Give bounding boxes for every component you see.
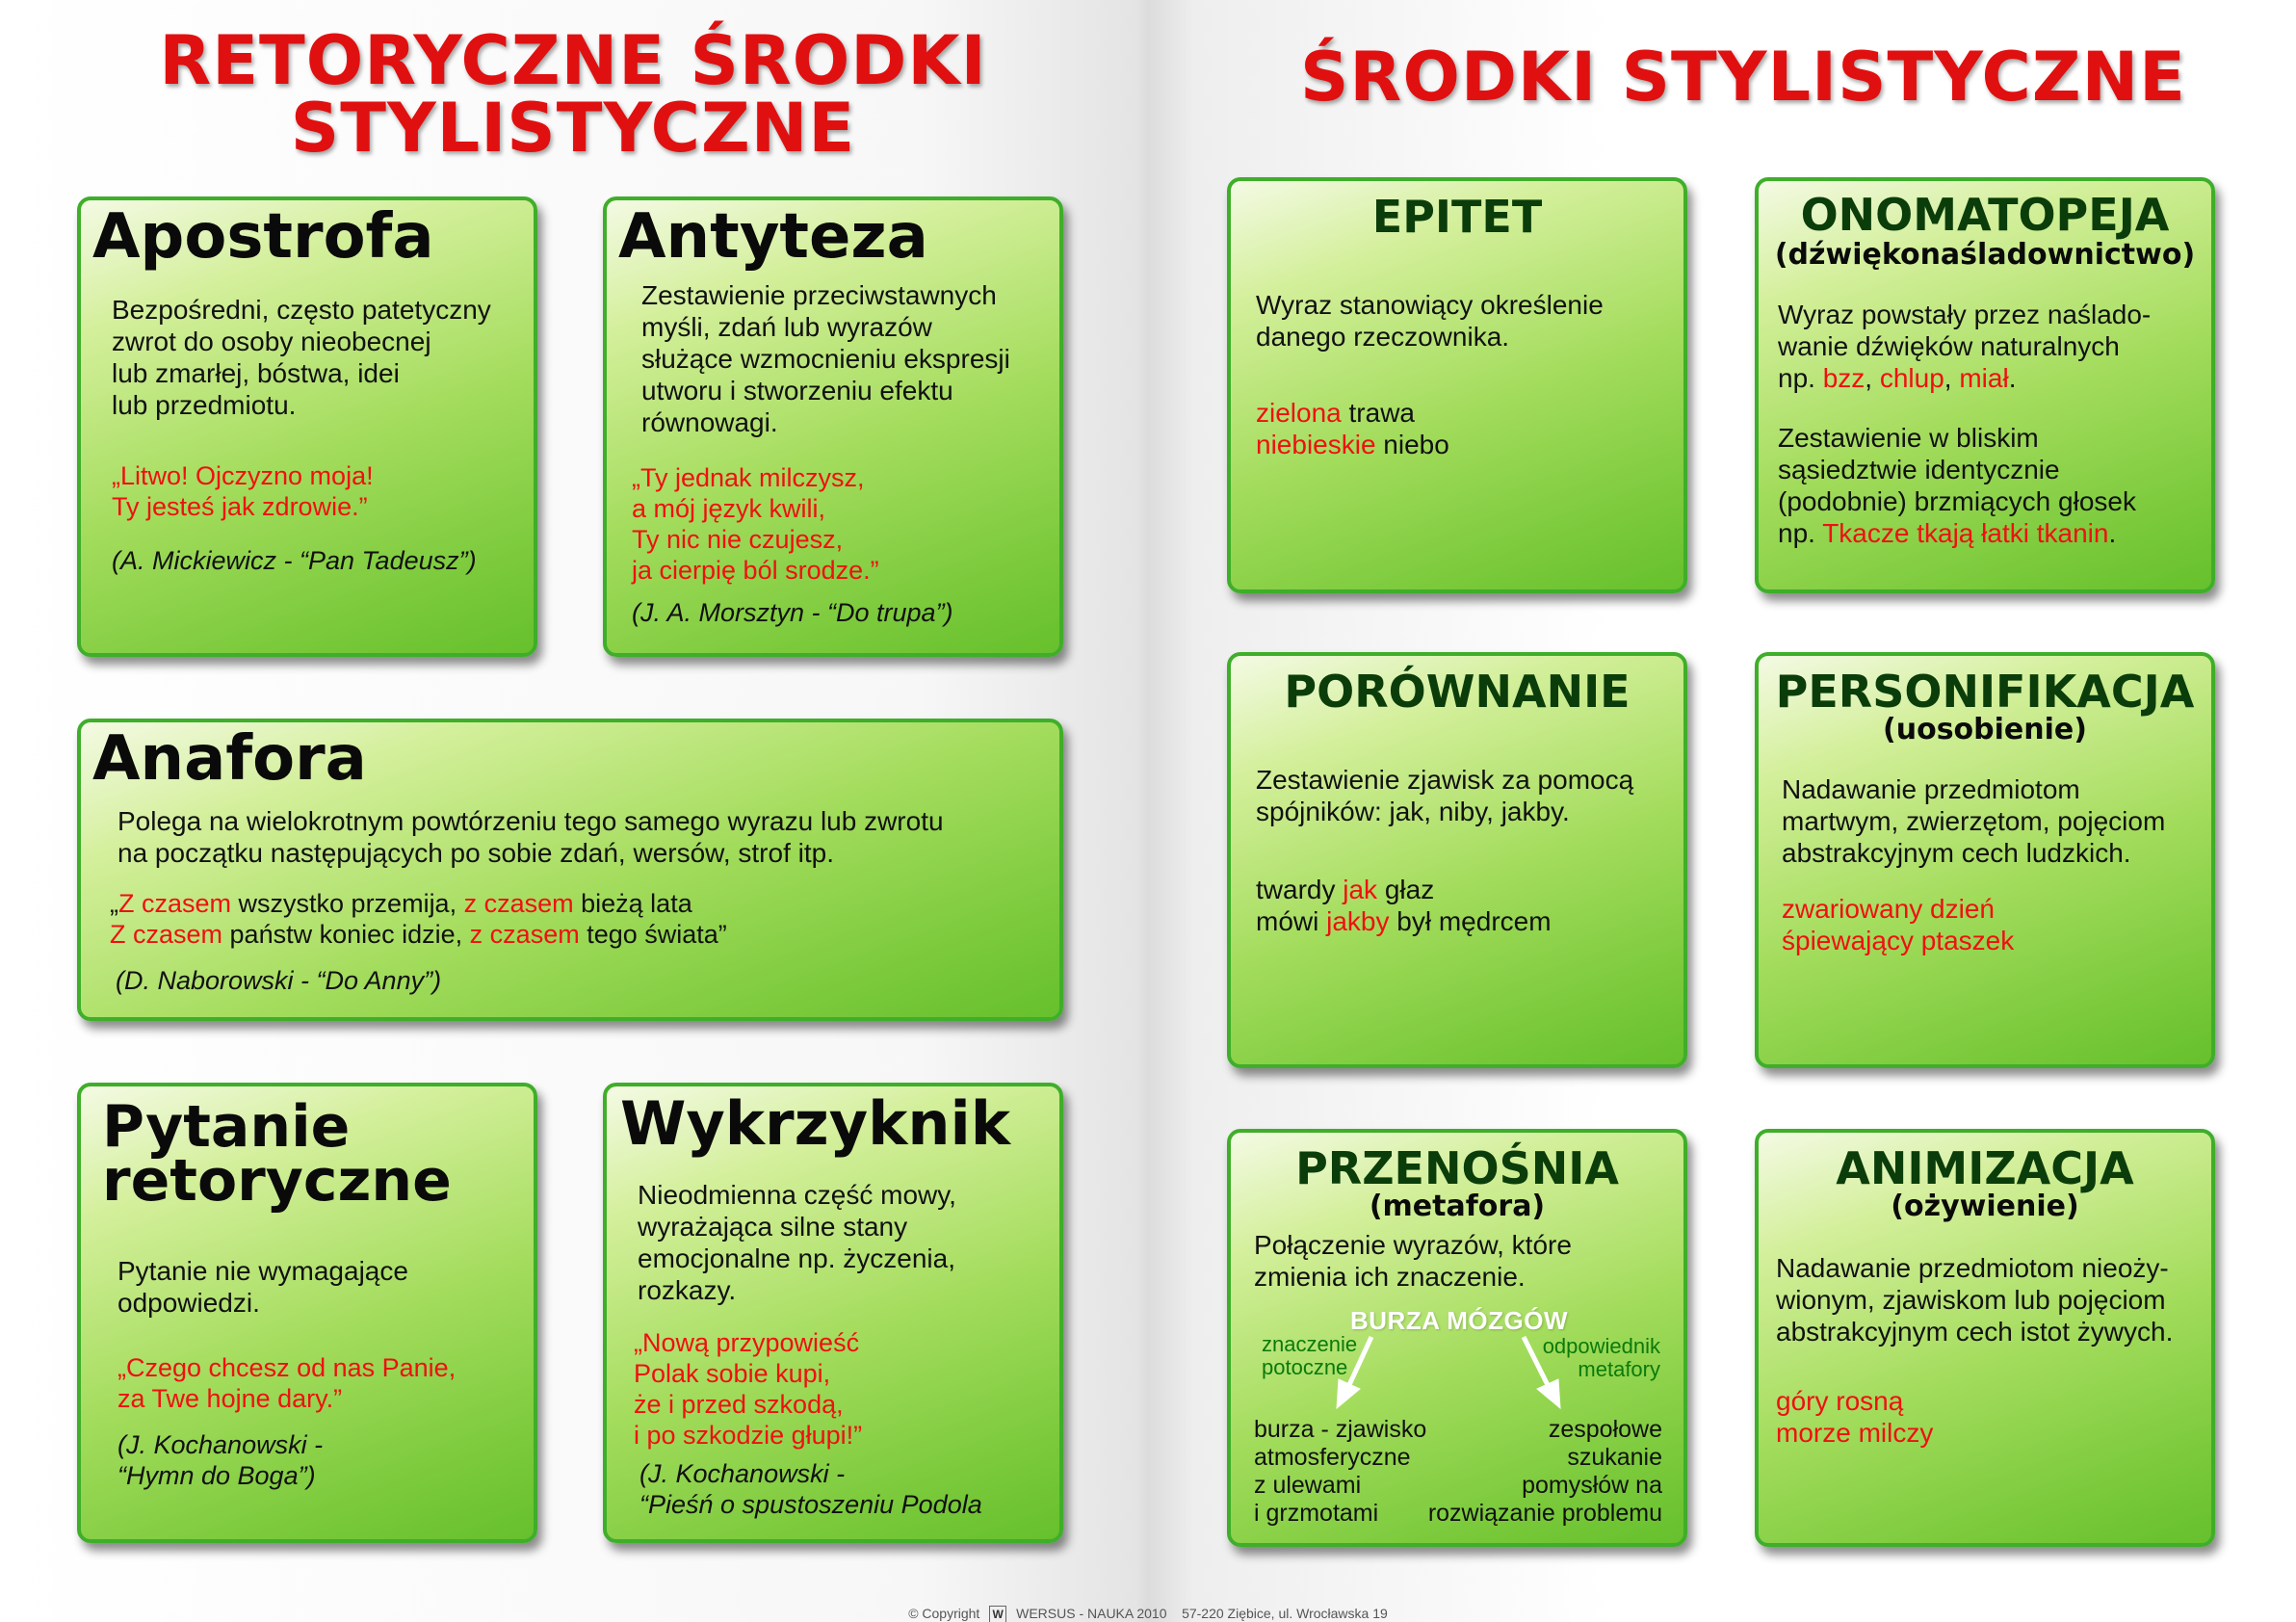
card-przenosnia [1227, 1129, 1687, 1547]
card-personifikacja [1755, 652, 2215, 1068]
footer-copyright: © Copyright [908, 1606, 980, 1621]
label-metaphor-equivalent: odpowiednik metafory [1542, 1334, 1660, 1381]
example-quote: „Litwo! Ojczyzno moja! Ty jesteś jak zdrowie.” [112, 461, 374, 521]
card-apostrofa [77, 196, 537, 657]
definition-text: Nadawanie przedmiotom nieoży- wionym, zjawiskom lub pojęciom abstrakcyjnym cech istot żywych. [1776, 1253, 2174, 1347]
card-title: Wykrzyknik [620, 1088, 1010, 1159]
card-title: Anafora [92, 723, 367, 795]
example-line-2: np. Tkacze tkają łatki tkanin. [1778, 518, 2117, 548]
definition-text: Wyraz powstały przez naślado- wanie dźwięków naturalnych np. bzz, chlup, miał. [1778, 300, 2152, 393]
card-subtitle: (ożywienie) [1891, 1190, 2079, 1223]
quote-author: (A. Mickiewicz - “Pan Tadeusz”) [112, 546, 477, 575]
brainstorm-heading: BURZA MÓZGÓW [1350, 1306, 1568, 1335]
definition-text: Nadawanie przedmiotom martwym, zwierzętom, pojęciom abstrakcyjnym cech ludzkich. [1782, 774, 2166, 868]
quote-author: (J. Kochanowski - “Hymn do Boga”) [117, 1430, 324, 1490]
card-title: Pytanie retoryczne [102, 1093, 452, 1215]
example-quote: „Ty jednak milczysz, a mój język kwili, Ty nic nie czujesz, ja cierpię ból srodze.” [632, 463, 879, 585]
example-quote: „Nową przypowieść Polak sobie kupi, że i przed szkodą, i po szkodzie głupi!” [634, 1328, 863, 1450]
definition-text: Polega na wielokrotnym powtórzeniu tego samego wyrazu lub zwrotu na początku następujących po sobie zdań, wersów, strof itp. [117, 806, 944, 868]
definition-text: Wyraz stanowiący określenie danego rzeczownika. [1256, 290, 1604, 352]
card-porownanie [1227, 652, 1687, 1068]
card-pytanie-retoryczne [77, 1083, 537, 1543]
card-antyteza [603, 196, 1063, 657]
left-main-title [116, 21, 1031, 168]
wersus-logo-icon: W [989, 1606, 1006, 1622]
card-title: ONOMATOPEJA [1800, 189, 2170, 241]
definition-text: Bezpośredni, często patetyczny zwrot do osoby nieobecnej lub zmarłej, bóstwa, idei lub przedmiotu. [112, 295, 491, 420]
example-1: zielona trawa [1256, 398, 1415, 428]
card-animizacja [1755, 1129, 2215, 1547]
card-title: EPITET [1371, 191, 1543, 243]
card-title: PERSONIFIKACJA [1775, 666, 2195, 718]
definition-text: Nieodmienna część mowy, wyrażająca silne stany emocjonalne np. życzenia, rozkazy. [638, 1180, 956, 1305]
quote-author: (D. Naborowski - “Do Anny”) [116, 966, 442, 995]
card-subtitle: (dźwiękonaśladownictwo) [1774, 238, 2196, 272]
arrow-right-icon [1524, 1337, 1560, 1408]
quote-author: (J. Kochanowski - “Pieśń o spustoszeniu Podola [639, 1459, 982, 1519]
examples: zwariowany dzień śpiewający ptaszek [1782, 894, 2015, 955]
card-subtitle: (metafora) [1369, 1190, 1546, 1223]
examples-line: np. bzz, chlup, miał. [1778, 363, 2017, 393]
examples [1256, 397, 1449, 460]
definition-text: Połączenie wyrazów, które zmienia ich znaczenie. [1254, 1230, 1572, 1292]
label-common-meaning: znaczenie potoczne [1262, 1332, 1358, 1379]
example-2: mówi jakby był mędrcem [1256, 906, 1552, 936]
example-2: niebieskie niebo [1256, 430, 1449, 459]
examples: góry rosną morze milczy [1776, 1386, 1934, 1448]
card-title: PRZENOŚNIA [1295, 1142, 1619, 1194]
common-meaning-text: burza - zjawisko atmosferyczne z ulewami i grzmotami [1254, 1416, 1427, 1527]
card-subtitle: (uosobienie) [1883, 713, 2087, 746]
left-title-line-1: RETORYCZNE ŚRODKI [159, 21, 987, 100]
metaphor-meaning-text: zespołowe szukanie pomysłów na rozwiązanie problemu [1427, 1416, 1662, 1527]
definition-text: Zestawienie przeciwstawnych myśli, zdań lub wyrazów służące wzmocnieniu ekspresji utworu i stworzeniu efektu równowagi. [641, 280, 1010, 437]
footer-company: WERSUS - NAUKA 2010 [1016, 1606, 1167, 1621]
right-main-title [1242, 38, 2244, 117]
definition-text: Pytanie nie wymagające odpowiedzi. [117, 1256, 408, 1318]
quote-line-1: „Z czasem wszystko przemija, z czasem bieżą lata [110, 889, 692, 918]
card-anafora [77, 719, 1063, 1021]
right-title-line: ŚRODKI STYLISTYCZNE [1300, 38, 2186, 117]
footer-address: 57-220 Ziębice, ul. Wrocławska 19 [1182, 1606, 1388, 1621]
card-wykrzyknik [603, 1083, 1063, 1543]
example-quote: „Czego chcesz od nas Panie, za Twe hojne dary.” [117, 1353, 457, 1413]
card-title: PORÓWNANIE [1284, 666, 1631, 718]
card-title: Antyteza [618, 201, 928, 273]
examples [1256, 874, 1552, 937]
definition-text: Zestawienie zjawisk za pomocą spójników: jak, niby, jakby. [1256, 765, 1634, 826]
footer [0, 1606, 2296, 1622]
definition-text-2: Zestawienie w bliskim sąsiedztwie identycznie (podobnie) brzmiących głosek np. Tkacze tkają łatki tkanin. [1778, 423, 2136, 548]
quote-author: (J. A. Morsztyn - “Do trupa”) [632, 598, 953, 627]
quote-line-2: Z czasem państw koniec idzie, z czasem tego świata” [110, 920, 727, 949]
card-title: ANIMIZACJA [1836, 1142, 2134, 1194]
card-onomatopeja [1755, 177, 2215, 593]
card-epitet [1227, 177, 1687, 593]
example-1: twardy jak głaz [1256, 875, 1435, 904]
arrow-left-icon [1337, 1337, 1371, 1408]
example-quote [110, 888, 727, 950]
left-title-line-2: STYLISTYCZNE [290, 89, 856, 168]
card-title: Apostrofa [92, 201, 434, 273]
